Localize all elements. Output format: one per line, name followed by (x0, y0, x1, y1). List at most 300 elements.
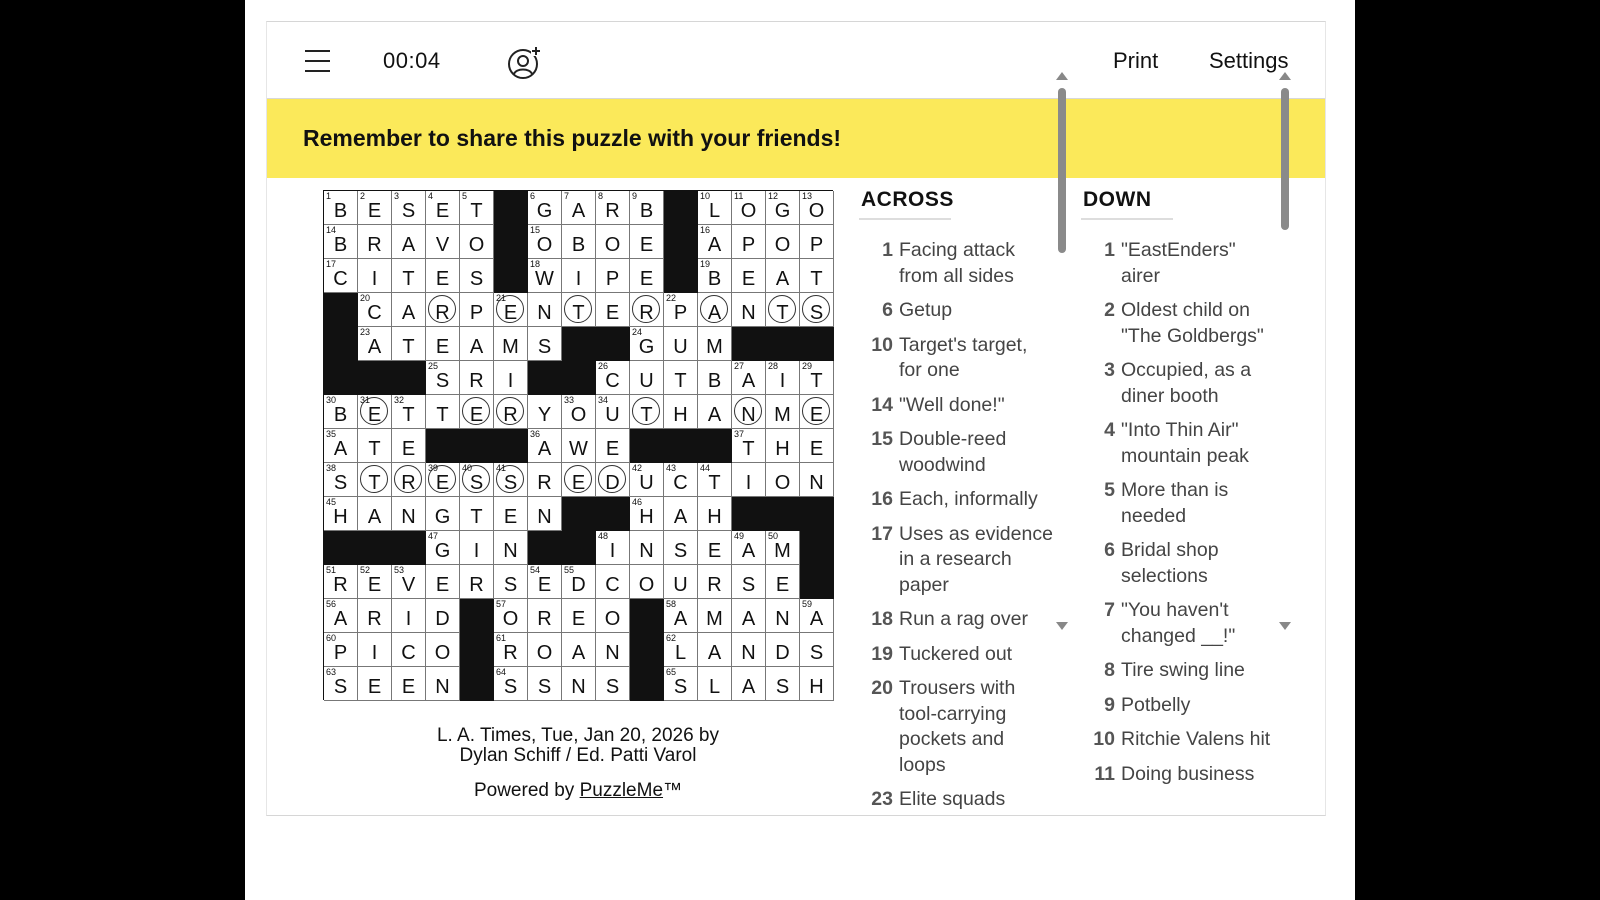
cell-letter: S (333, 676, 348, 698)
grid-cell[interactable] (732, 361, 766, 395)
down-clue-list[interactable] (1081, 238, 1277, 796)
grid-cell[interactable] (460, 497, 494, 531)
clue-item[interactable] (859, 676, 1055, 778)
grid-cell[interactable] (698, 191, 732, 225)
grid-cell[interactable] (800, 259, 834, 293)
black-square (596, 327, 630, 361)
grid-cell[interactable] (324, 497, 358, 531)
grid-cell[interactable] (766, 463, 800, 497)
grid-cell[interactable] (324, 429, 358, 463)
grid-cell[interactable] (460, 361, 494, 395)
grid-cell[interactable] (766, 395, 800, 429)
grid-cell[interactable] (766, 361, 800, 395)
across-clue-list[interactable] (859, 238, 1055, 810)
grid-cell[interactable] (528, 497, 562, 531)
cell-letter: A (707, 302, 722, 324)
puzzleme-link[interactable]: PuzzleMe (579, 780, 664, 801)
clue-number: 20 (871, 677, 893, 699)
clue-number: 15 (530, 225, 541, 235)
grid-cell[interactable] (630, 497, 664, 531)
clue-item[interactable] (1081, 478, 1277, 529)
grid-cell[interactable] (358, 259, 392, 293)
cell-letter: P (333, 642, 348, 664)
grid-cell[interactable] (426, 531, 460, 565)
grid-cell[interactable] (596, 429, 630, 463)
grid-cell[interactable] (358, 565, 392, 599)
grid-cell[interactable] (426, 599, 460, 633)
grid-cell[interactable] (732, 599, 766, 633)
grid-cell[interactable] (324, 599, 358, 633)
grid-cell[interactable] (460, 293, 494, 327)
grid-cell[interactable] (494, 463, 528, 497)
grid-cell[interactable] (766, 191, 800, 225)
grid-cell[interactable] (562, 463, 596, 497)
clue-item[interactable] (859, 333, 1055, 384)
grid-cell[interactable] (732, 531, 766, 565)
grid-cell[interactable] (528, 667, 562, 701)
clue-item[interactable] (1081, 693, 1277, 719)
grid-cell[interactable] (392, 225, 426, 259)
grid-cell[interactable] (324, 191, 358, 225)
grid-cell[interactable] (596, 225, 630, 259)
clue-item[interactable] (859, 607, 1055, 633)
clue-item[interactable] (859, 393, 1055, 419)
grid-cell[interactable] (358, 429, 392, 463)
cell-letter: O (502, 608, 519, 630)
grid-cell[interactable] (460, 395, 494, 429)
grid-cell[interactable] (630, 191, 664, 225)
grid-cell[interactable] (800, 395, 834, 429)
grid-cell[interactable] (630, 531, 664, 565)
grid-cell[interactable] (766, 225, 800, 259)
cell-letter: S (333, 472, 348, 494)
grid-cell[interactable] (392, 633, 426, 667)
grid-cell[interactable] (732, 633, 766, 667)
cell-letter: E (469, 404, 484, 426)
clue-item[interactable] (1081, 418, 1277, 469)
cell-letter: E (605, 302, 620, 324)
grid-cell[interactable] (664, 293, 698, 327)
grid-cell[interactable] (494, 395, 528, 429)
grid-cell[interactable] (358, 599, 392, 633)
grid-cell[interactable] (596, 633, 630, 667)
grid-cell[interactable] (324, 225, 358, 259)
grid-cell[interactable] (596, 191, 630, 225)
grid-cell[interactable] (596, 599, 630, 633)
settings-button[interactable]: Settings (1209, 48, 1289, 73)
clue-text: Ritchie Valens hit (1121, 728, 1271, 750)
clue-item[interactable] (1081, 238, 1277, 289)
grid-cell[interactable] (392, 259, 426, 293)
grid-cell[interactable] (562, 395, 596, 429)
grid-cell[interactable] (494, 531, 528, 565)
grid-cell[interactable] (392, 191, 426, 225)
grid-cell[interactable] (630, 463, 664, 497)
black-square (528, 531, 562, 565)
clue-item[interactable] (1081, 298, 1277, 349)
grid-cell[interactable] (392, 395, 426, 429)
grid-cell[interactable] (358, 327, 392, 361)
cell-letter: C (605, 370, 620, 392)
grid-cell[interactable] (698, 565, 732, 599)
grid-cell[interactable] (766, 429, 800, 463)
clue-item[interactable] (1081, 727, 1277, 753)
grid-cell[interactable] (528, 395, 562, 429)
grid-cell[interactable] (358, 225, 392, 259)
grid-cell[interactable] (494, 293, 528, 327)
grid-cell[interactable] (664, 667, 698, 701)
grid-cell[interactable] (358, 293, 392, 327)
cell-letter: V (435, 234, 450, 256)
grid-cell[interactable] (426, 361, 460, 395)
grid-cell[interactable] (664, 327, 698, 361)
grid-cell[interactable] (698, 293, 732, 327)
grid-cell[interactable] (528, 191, 562, 225)
grid-cell[interactable] (698, 667, 732, 701)
grid-cell[interactable] (596, 259, 630, 293)
grid-cell[interactable] (800, 191, 834, 225)
clue-number: 19 (871, 642, 893, 665)
cell-letter: B (707, 268, 722, 290)
grid-cell[interactable] (426, 293, 460, 327)
grid-cell[interactable] (800, 667, 834, 701)
grid-cell[interactable] (596, 531, 630, 565)
scroll-up-arrow-icon[interactable] (1056, 72, 1068, 80)
grid-cell[interactable] (528, 463, 562, 497)
grid-cell[interactable] (358, 633, 392, 667)
grid-cell[interactable] (732, 395, 766, 429)
crossword-grid (323, 190, 833, 700)
grid-cell[interactable] (562, 565, 596, 599)
grid-cell[interactable] (664, 599, 698, 633)
grid-cell[interactable] (460, 565, 494, 599)
cell-letter: P (673, 302, 688, 324)
grid-cell[interactable] (664, 565, 698, 599)
clue-item[interactable] (859, 487, 1055, 513)
grid-cell[interactable] (494, 327, 528, 361)
grid-cell[interactable] (698, 225, 732, 259)
grid-cell[interactable] (426, 191, 460, 225)
grid-cell[interactable] (426, 395, 460, 429)
grid-cell[interactable] (630, 293, 664, 327)
grid-cell[interactable] (732, 225, 766, 259)
print-button[interactable]: Print (1113, 48, 1159, 73)
grid-cell[interactable] (494, 565, 528, 599)
grid-cell[interactable] (562, 667, 596, 701)
clue-number: 23 (871, 788, 893, 810)
grid-cell[interactable] (562, 259, 596, 293)
cell-letter: A (741, 370, 756, 392)
cell-letter: R (605, 200, 620, 222)
grid-cell[interactable] (392, 463, 426, 497)
grid-cell[interactable] (766, 259, 800, 293)
grid-cell[interactable] (494, 633, 528, 667)
grid-cell[interactable] (664, 633, 698, 667)
grid-cell[interactable] (392, 667, 426, 701)
scrollbar-thumb[interactable] (1281, 88, 1289, 230)
grid-cell[interactable] (358, 463, 392, 497)
grid-cell[interactable] (460, 259, 494, 293)
grid-cell[interactable] (460, 327, 494, 361)
grid-cell[interactable] (732, 463, 766, 497)
clue-item[interactable] (859, 427, 1055, 478)
grid-cell[interactable] (426, 667, 460, 701)
cell-letter: S (469, 472, 484, 494)
trademark: ™ (663, 780, 683, 801)
grid-cell[interactable] (766, 531, 800, 565)
cell-letter: N (741, 404, 756, 426)
grid-cell[interactable] (732, 293, 766, 327)
grid-cell[interactable] (698, 497, 732, 531)
clue-text: Uses as evidence in a research paper (899, 522, 1053, 596)
clue-number: 44 (700, 463, 711, 473)
grid-cell[interactable] (732, 259, 766, 293)
clue-item[interactable] (1081, 598, 1277, 649)
banner-text: Remember to share this puzzle with your friends! (303, 125, 842, 151)
grid-cell[interactable] (766, 293, 800, 327)
grid-cell[interactable] (494, 599, 528, 633)
grid-cell[interactable] (460, 225, 494, 259)
grid-cell[interactable] (596, 361, 630, 395)
clue-item[interactable] (859, 642, 1055, 668)
cell-letter: A (707, 642, 722, 664)
grid-cell[interactable] (324, 259, 358, 293)
grid-cell[interactable] (698, 463, 732, 497)
grid-cell[interactable] (664, 463, 698, 497)
clue-number: 20 (360, 293, 371, 303)
grid-cell[interactable] (528, 599, 562, 633)
grid-cell[interactable] (358, 667, 392, 701)
grid-cell[interactable] (426, 497, 460, 531)
grid-cell[interactable] (732, 191, 766, 225)
grid-cell[interactable] (494, 497, 528, 531)
grid-cell[interactable] (732, 667, 766, 701)
grid-cell[interactable] (426, 463, 460, 497)
across-heading: ACROSS (859, 188, 951, 220)
clue-item[interactable] (1081, 358, 1277, 409)
grid-cell[interactable] (664, 531, 698, 565)
grid-cell[interactable] (596, 565, 630, 599)
cell-letter: S (775, 676, 790, 698)
grid-cell[interactable] (324, 633, 358, 667)
cell-letter: E (809, 438, 824, 460)
grid-cell[interactable] (426, 565, 460, 599)
grid-cell[interactable] (596, 463, 630, 497)
cell-letter: E (435, 336, 450, 358)
cell-letter: R (503, 404, 518, 426)
puzzle-credits (323, 726, 833, 766)
grid-cell[interactable] (324, 463, 358, 497)
clue-text: Occupied, as a diner booth (1121, 359, 1252, 407)
grid-cell[interactable] (358, 497, 392, 531)
scroll-down-arrow-icon[interactable] (1279, 622, 1291, 630)
cell-letter: R (707, 574, 722, 596)
cell-letter: M (706, 336, 723, 358)
black-square (392, 361, 426, 395)
grid-cell[interactable] (630, 327, 664, 361)
scrollbar-thumb[interactable] (1058, 88, 1066, 253)
cell-letter: D (605, 472, 620, 494)
clue-number: 14 (326, 225, 337, 235)
clue-text: More than is needed (1121, 479, 1229, 527)
grid-cell[interactable] (562, 599, 596, 633)
grid-cell[interactable] (766, 633, 800, 667)
grid-cell[interactable] (528, 633, 562, 667)
grid-cell[interactable] (664, 361, 698, 395)
grid-cell[interactable] (698, 259, 732, 293)
cell-letter: B (333, 234, 348, 256)
cell-letter: O (536, 642, 553, 664)
cell-letter: E (367, 574, 382, 596)
cell-letter: A (775, 268, 790, 290)
grid-cell[interactable] (630, 395, 664, 429)
grid-cell[interactable] (698, 327, 732, 361)
cell-letter: T (470, 200, 483, 222)
grid-cell[interactable] (358, 191, 392, 225)
grid-cell[interactable] (698, 633, 732, 667)
grid-cell[interactable] (800, 463, 834, 497)
grid-cell[interactable] (562, 191, 596, 225)
grid-cell[interactable] (766, 599, 800, 633)
cell-letter: C (367, 302, 382, 324)
clue-number: 50 (768, 531, 779, 541)
grid-cell[interactable] (392, 429, 426, 463)
clue-number: 5 (462, 191, 468, 201)
clue-item[interactable] (859, 238, 1055, 289)
grid-cell[interactable] (630, 259, 664, 293)
grid-cell[interactable] (460, 463, 494, 497)
cell-letter: S (503, 574, 518, 596)
grid-cell[interactable] (596, 293, 630, 327)
cell-letter: T (742, 438, 755, 460)
grid-cell[interactable] (664, 395, 698, 429)
clue-text: Facing attack from all sides (899, 239, 1015, 287)
grid-cell[interactable] (392, 599, 426, 633)
grid-cell[interactable] (528, 565, 562, 599)
grid-cell[interactable] (800, 293, 834, 327)
clue-number: 33 (564, 395, 575, 405)
grid-cell[interactable] (426, 633, 460, 667)
cell-letter: H (707, 506, 722, 528)
cell-letter: D (571, 574, 586, 596)
cell-letter: Y (537, 404, 552, 426)
grid-cell[interactable] (698, 531, 732, 565)
grid-cell[interactable] (562, 225, 596, 259)
grid-cell[interactable] (596, 395, 630, 429)
grid-cell[interactable] (800, 225, 834, 259)
grid-cell[interactable] (562, 293, 596, 327)
grid-cell[interactable] (800, 429, 834, 463)
grid-cell[interactable] (562, 633, 596, 667)
grid-cell[interactable] (426, 225, 460, 259)
clue-item[interactable] (859, 522, 1055, 599)
grid-cell[interactable] (392, 293, 426, 327)
grid-cell[interactable] (800, 361, 834, 395)
clue-item[interactable] (1081, 658, 1277, 684)
grid-cell[interactable] (664, 497, 698, 531)
clue-item[interactable] (1081, 538, 1277, 589)
grid-cell[interactable] (426, 327, 460, 361)
grid-cell[interactable] (596, 667, 630, 701)
grid-cell[interactable] (528, 327, 562, 361)
cell-letter: R (367, 608, 382, 630)
cell-letter: E (367, 676, 382, 698)
grid-cell[interactable] (392, 565, 426, 599)
grid-cell[interactable] (562, 429, 596, 463)
cell-letter: B (333, 404, 348, 426)
grid-cell[interactable] (528, 259, 562, 293)
grid-cell[interactable] (800, 633, 834, 667)
clue-number: 36 (530, 429, 541, 439)
clue-number: 60 (326, 633, 337, 643)
clue-item[interactable] (1081, 762, 1277, 788)
grid-cell[interactable] (426, 259, 460, 293)
black-square (800, 327, 834, 361)
grid-cell[interactable] (324, 667, 358, 701)
grid-cell[interactable] (630, 361, 664, 395)
grid-cell[interactable] (766, 565, 800, 599)
grid-cell[interactable] (460, 531, 494, 565)
cell-letter: T (640, 404, 653, 426)
down-scrollbar[interactable] (1279, 72, 1291, 630)
grid-cell[interactable] (698, 395, 732, 429)
grid-cell[interactable] (766, 667, 800, 701)
clue-number: 63 (326, 667, 337, 677)
grid-cell[interactable] (698, 361, 732, 395)
grid-cell[interactable] (494, 667, 528, 701)
cell-letter: S (401, 200, 416, 222)
cell-letter: P (809, 234, 824, 256)
scroll-down-arrow-icon[interactable] (1056, 622, 1068, 630)
clue-number: 6 (882, 299, 893, 321)
clue-item[interactable] (859, 787, 1055, 813)
clue-number: 40 (462, 463, 473, 473)
cell-letter: T (402, 336, 415, 358)
grid-cell[interactable] (358, 395, 392, 429)
grid-cell[interactable] (324, 395, 358, 429)
clue-number: 4 (428, 191, 434, 201)
grid-cell[interactable] (732, 565, 766, 599)
clue-item[interactable] (859, 298, 1055, 324)
grid-cell[interactable] (460, 191, 494, 225)
grid-cell[interactable] (392, 327, 426, 361)
grid-cell[interactable] (528, 293, 562, 327)
black-square (766, 497, 800, 531)
hamburger-menu-icon[interactable] (305, 50, 330, 72)
cell-letter: A (707, 404, 722, 426)
cell-letter: U (673, 574, 688, 596)
grid-cell[interactable] (528, 225, 562, 259)
cell-letter: N (435, 676, 450, 698)
grid-cell[interactable] (800, 599, 834, 633)
add-user-icon[interactable] (507, 46, 541, 80)
cell-letter: E (809, 404, 824, 426)
cell-letter: A (367, 336, 382, 358)
grid-cell[interactable] (528, 429, 562, 463)
black-square (664, 191, 698, 225)
across-scrollbar[interactable] (1056, 72, 1068, 630)
grid-cell[interactable] (630, 225, 664, 259)
grid-cell[interactable] (732, 429, 766, 463)
clue-number: 3 (394, 191, 400, 201)
grid-cell[interactable] (392, 497, 426, 531)
clue-number: 8 (598, 191, 604, 201)
grid-cell[interactable] (324, 565, 358, 599)
grid-cell[interactable] (630, 565, 664, 599)
grid-cell[interactable] (698, 599, 732, 633)
grid-cell[interactable] (494, 361, 528, 395)
scroll-up-arrow-icon[interactable] (1279, 72, 1291, 80)
